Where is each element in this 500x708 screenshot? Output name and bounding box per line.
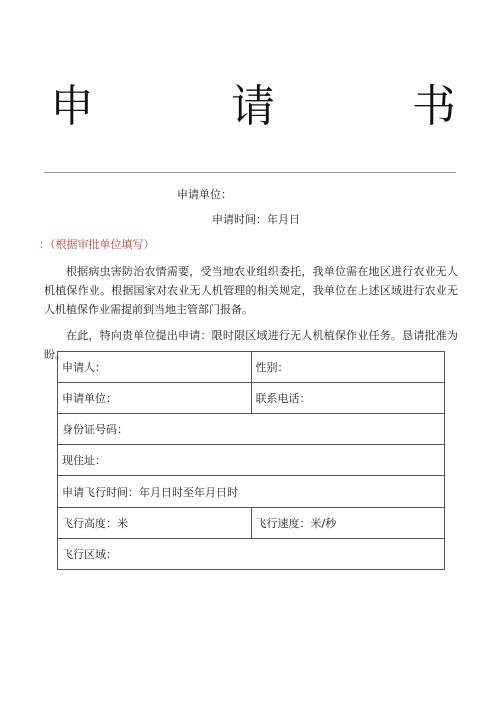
phone-field: 联系电话： xyxy=(251,383,445,414)
unit-field: 申请单位： xyxy=(58,383,252,414)
body-paragraph-2: 在此，特向贵单位提出申请：限时限区域进行无人机植保作业任务。恳请批准为盼。 xyxy=(44,329,458,361)
body-paragraph-1: 根据病虫害防治农情需要，受当地农业组织委托，我单位需在地区进行农业无人机植保作业。根据国家对农业无人机管理的相关规定，我单位在上述区域进行农业无人机植保作业需提前到当地主管部门报备。 xyxy=(44,265,458,316)
table-row xyxy=(58,445,445,476)
flight-area-field: 飞行区域： xyxy=(58,539,445,570)
approval-note: ：（根据审批单位填写） xyxy=(39,238,155,251)
title-divider xyxy=(44,172,456,173)
table-row xyxy=(58,539,445,570)
table-row xyxy=(58,508,445,539)
application-time-line: 申请时间：年月日 xyxy=(212,213,300,226)
flight-time-field: 申请飞行时间：年月日时至年月日时 xyxy=(58,476,445,508)
speed-field: 飞行速度：米/秒 xyxy=(251,508,445,539)
title-char-3: 书 xyxy=(412,81,456,132)
altitude-field: 飞行高度：米 xyxy=(58,508,252,539)
applicant-field: 申请人： xyxy=(58,352,252,383)
table-row xyxy=(58,383,445,414)
applicant-unit-line: 申请单位： xyxy=(177,188,232,201)
table-row xyxy=(58,414,445,445)
title-char-1: 申 xyxy=(50,81,94,132)
id-number-field: 身份证号码： xyxy=(58,414,445,445)
gender-field: 性别： xyxy=(251,352,445,383)
table-row xyxy=(58,476,445,508)
address-field: 现住址： xyxy=(58,445,445,476)
application-form-table xyxy=(57,351,445,570)
title-char-2: 请 xyxy=(231,81,275,132)
table-row xyxy=(58,352,445,383)
